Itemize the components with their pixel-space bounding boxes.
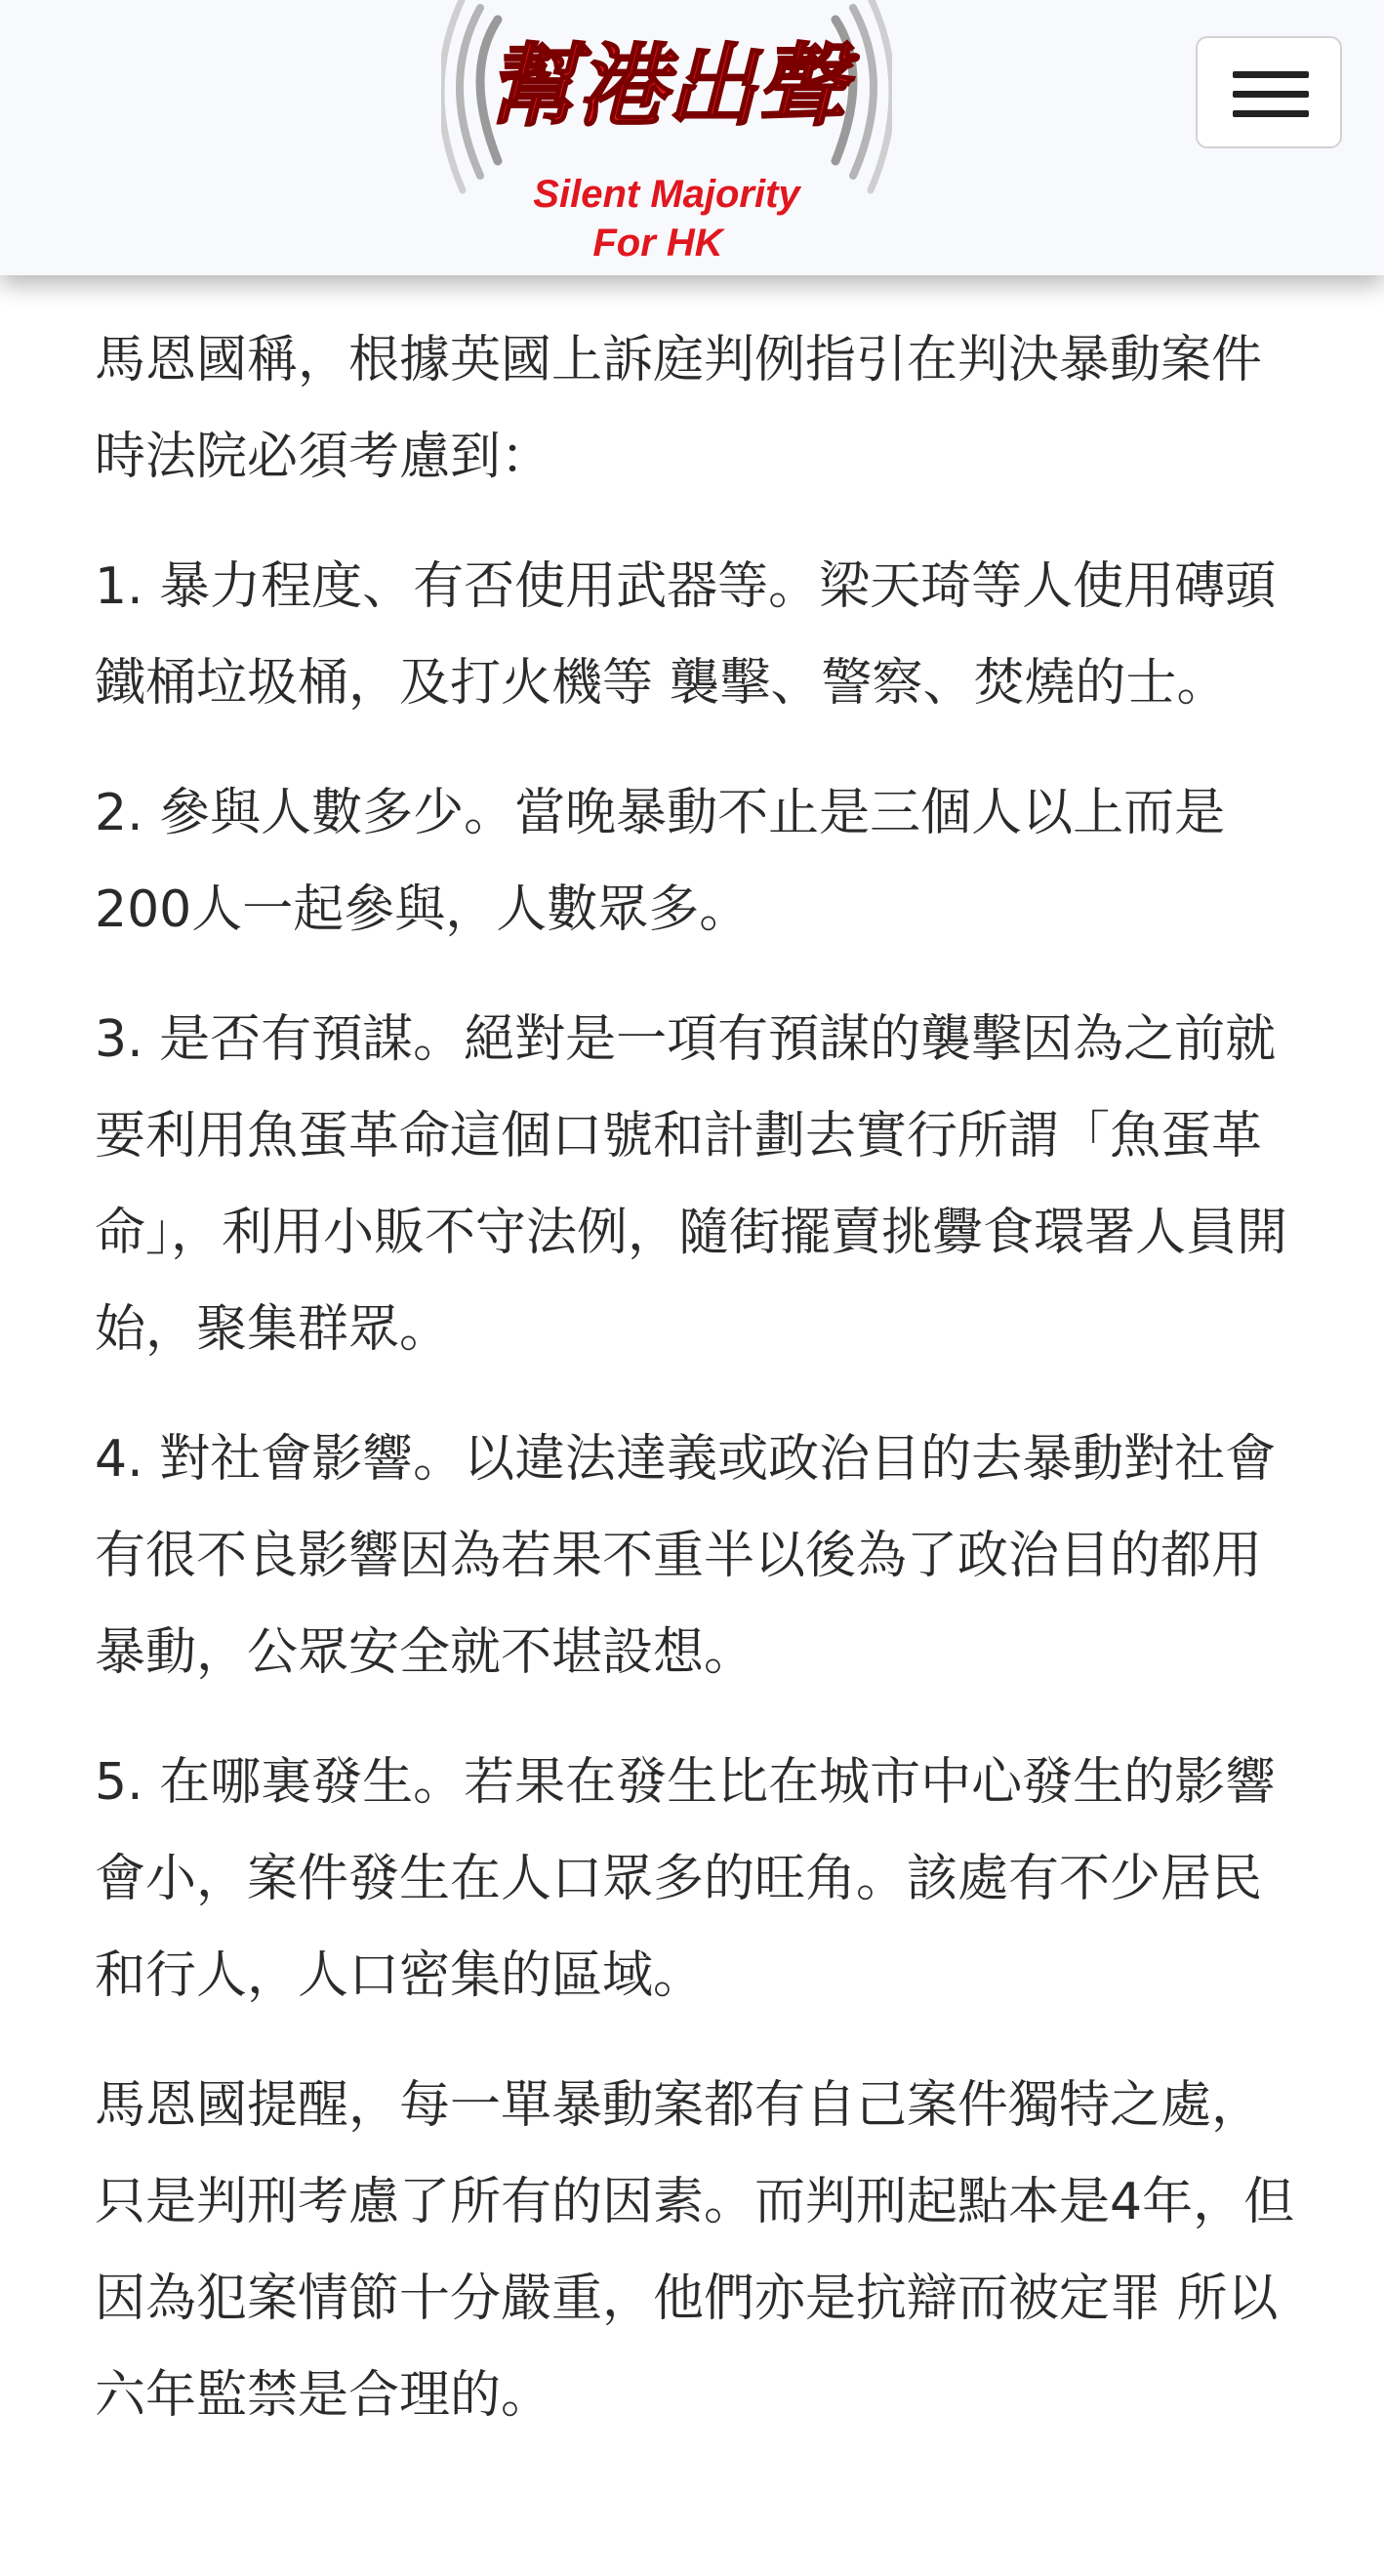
silent-majority-logo-icon [441, 0, 892, 275]
article-paragraph: 馬恩國提醒，每一單暴動案都有自己案件獨特之處，只是判刑考慮了所有的因素。而判刑起點本是4年，但因為犯案情節十分嚴重，他們亦是抗辯而被定罪 所以六年監禁是合理的。 [95, 2076, 1295, 2425]
hamburger-menu-button[interactable] [1196, 36, 1342, 148]
logo-english-line2: For HK [592, 222, 723, 265]
article-paragraph: 5. 在哪裏發生。若果在發生比在城市中心發生的影響會小，案件發生在人口眾多的旺角。該處有不少居民和行人，人口密集的區域。 [95, 1753, 1277, 2005]
article-paragraph: 馬恩國稱，根據英國上訴庭判例指引在判決暴動案件時法院必須考慮到： [95, 331, 1263, 486]
logo-chinese-title: 幫港出聲 [486, 34, 847, 139]
logo-english-line1: Silent Majority [533, 173, 800, 216]
article-paragraph: 2. 參與人數多少。當晚暴動不止是三個人以上而是200人一起參與，人數眾多。 [95, 784, 1226, 939]
article-body [95, 312, 1305, 2477]
article-paragraph: 1. 暴力程度、有否使用武器等。梁天琦等人使用磚頭鐵桶垃圾桶，及打火機等 襲擊、警察、焚燒的士。 [95, 557, 1277, 713]
hamburger-menu-icon [1233, 71, 1309, 78]
hamburger-menu-icon [1233, 91, 1309, 98]
site-header [0, 0, 1384, 275]
article-paragraph: 3. 是否有預謀。絕對是一項有預謀的襲擊因為之前就要利用魚蛋革命這個口號和計劃去實行所謂「魚蛋革命」，利用小販不守法例，隨街擺賣挑釁食環署人員開始，聚集群眾。 [95, 1010, 1288, 1359]
hamburger-menu-icon [1233, 110, 1309, 117]
article-paragraph: 4. 對社會影響。以違法達義或政治目的去暴動對社會有很不良影響因為若果不重半以後為了政治目的都用暴動，公眾安全就不堪設想。 [95, 1430, 1277, 1682]
site-logo[interactable] [441, 0, 892, 275]
